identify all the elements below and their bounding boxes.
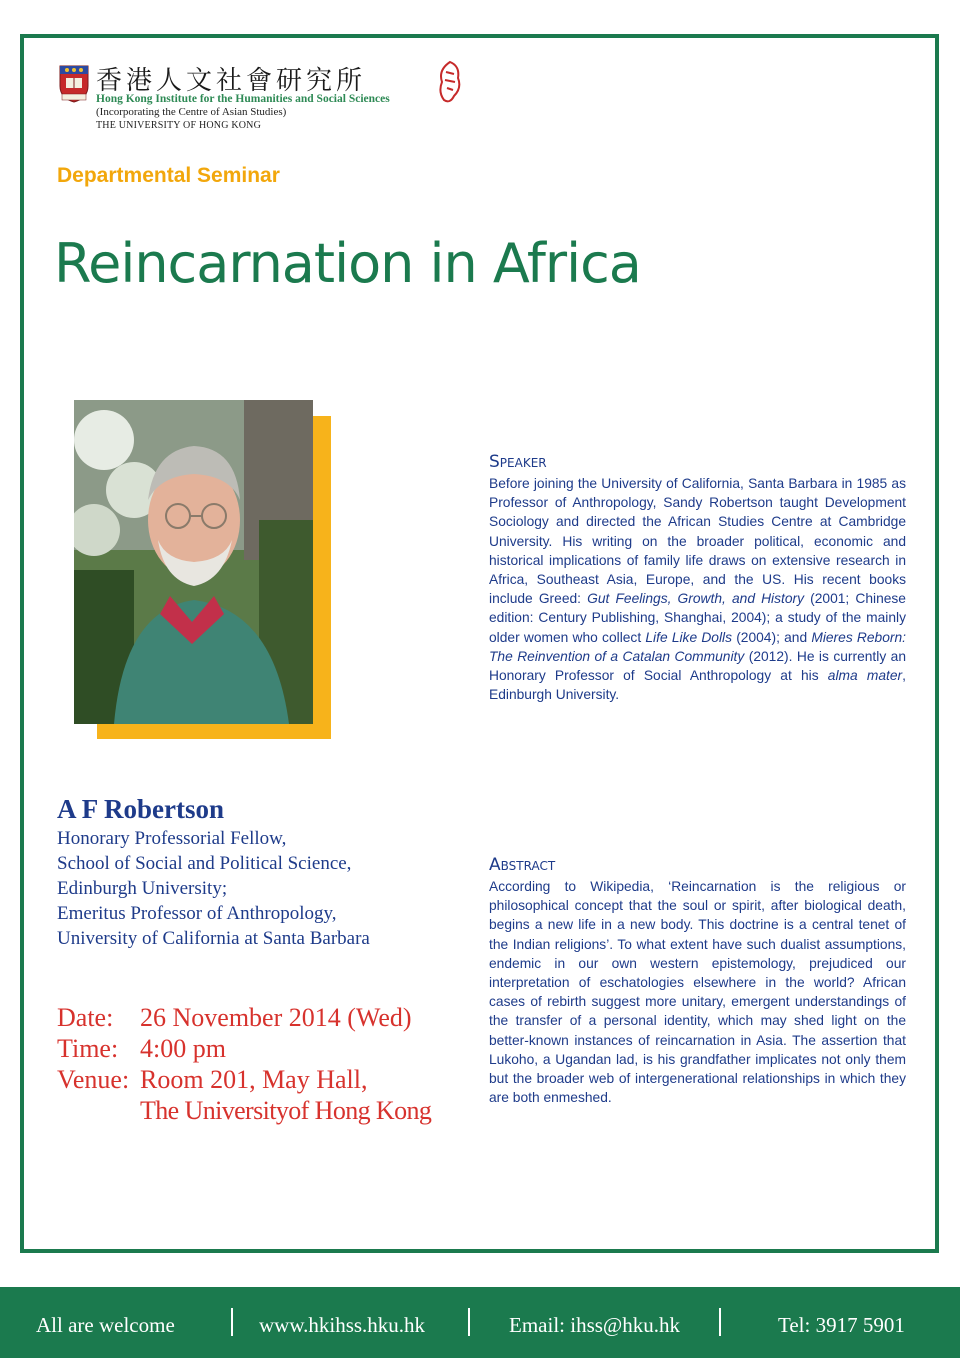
affiliation-line: Emeritus Professor of Anthropology,: [57, 903, 337, 924]
footer-welcome: All are welcome: [36, 1313, 175, 1337]
affiliation-line: School of Social and Political Science,: [57, 853, 352, 874]
abstract-heading: Abstract: [489, 855, 556, 875]
venue-value-line1: Room 201, May Hall,: [140, 1065, 368, 1094]
red-seal-icon: [438, 60, 462, 106]
speaker-affiliations: [57, 826, 370, 951]
date-value: 26 November 2014 (Wed): [140, 1003, 412, 1032]
speaker-bio: [489, 474, 906, 704]
institute-name-english: Hong Kong Institute for the Humanities and Social Sciences: [96, 93, 390, 105]
university-name: THE UNIVERSITY OF HONG KONG: [96, 120, 262, 131]
footer-website-link[interactable]: www.hkihss.hku.hk: [259, 1313, 426, 1337]
speaker-name: A F Robertson: [57, 794, 224, 824]
time-value: 4:00 pm: [140, 1034, 226, 1063]
bio-text: (2001; Chinese edition: Century Publishing, Shanghai, 2004); a study of the mainly older women who collect: [489, 591, 906, 645]
speaker-heading: Speaker: [489, 452, 547, 472]
book-title: Life Like Dolls: [645, 629, 732, 645]
footer-email-link[interactable]: Email: ihss@hku.hk: [509, 1313, 681, 1337]
venue-value-line2: The Universityof Hong Kong: [140, 1096, 432, 1125]
bio-text: , Edinburgh University.: [489, 668, 906, 703]
speaker-photo: [74, 400, 313, 724]
venue-label: Venue:: [57, 1065, 130, 1094]
abstract-text: According to Wikipedia, ‘Reincarnation is the religious or philosophical concept that the soul or spirit, after biological death, begins a new life in a new body. This doctrine is a central tenet of the Indian religions’. To what extent have such dualist assumptions, endemic in our own western epistemology, prejudiced our interpretation of eschatologies elsewhere in the world? African cases of rebirth suggest more unitary, emergent understandings of the transfer of a personal identity, which may shed light on the better-known instances of reincarnation in Asia. The assertion that Lukoho, a Ugandan lad, is his grandfather implicates not only them but the broader web of intergenerational relationships in which they are both enmeshed.: [489, 879, 906, 1106]
university-crest-icon: [58, 64, 90, 104]
alma-mater-text: alma mater: [827, 668, 903, 684]
book-title: Mieres Reborn: The Reinvention of a Catalan Community: [489, 629, 907, 664]
seminar-title: Reincarnation in Africa: [54, 232, 641, 295]
footer-divider: [468, 1308, 470, 1336]
seminar-type: Departmental Seminar: [57, 164, 280, 187]
footer-divider: [231, 1308, 233, 1336]
affiliation-line: Honorary Professorial Fellow,: [57, 828, 287, 849]
bio-text: Before joining the University of California, Santa Barbara in 1985 as Professor of Anthropology, Sandy Robertson taught Development Sociology and directed the African Studies Centre at Cambridge University. His writing on the broader political, economic and historical implications of family life draws on extensive research in Africa, Southeast Asia, Europe, and the US. His recent books include Greed:: [489, 476, 906, 607]
footer-telephone: Tel: 3917 5901: [778, 1313, 905, 1337]
footer-divider: [719, 1308, 721, 1336]
affiliation-line: Edinburgh University;: [57, 878, 228, 899]
affiliation-line: University of California at Santa Barbara: [57, 928, 370, 949]
book-title: Gut Feelings, Growth, and History: [587, 591, 805, 607]
institute-name-chinese: 香港人文社會研究所: [96, 66, 367, 96]
date-label: Date:: [57, 1003, 114, 1032]
bio-text: (2004); and: [732, 629, 812, 645]
time-label: Time:: [57, 1034, 119, 1063]
bio-text: (2012). He is currently an Honorary Professor of Social Anthropology at his: [489, 648, 907, 684]
institute-subtitle: (Incorporating the Centre of Asian Studies): [96, 106, 287, 118]
